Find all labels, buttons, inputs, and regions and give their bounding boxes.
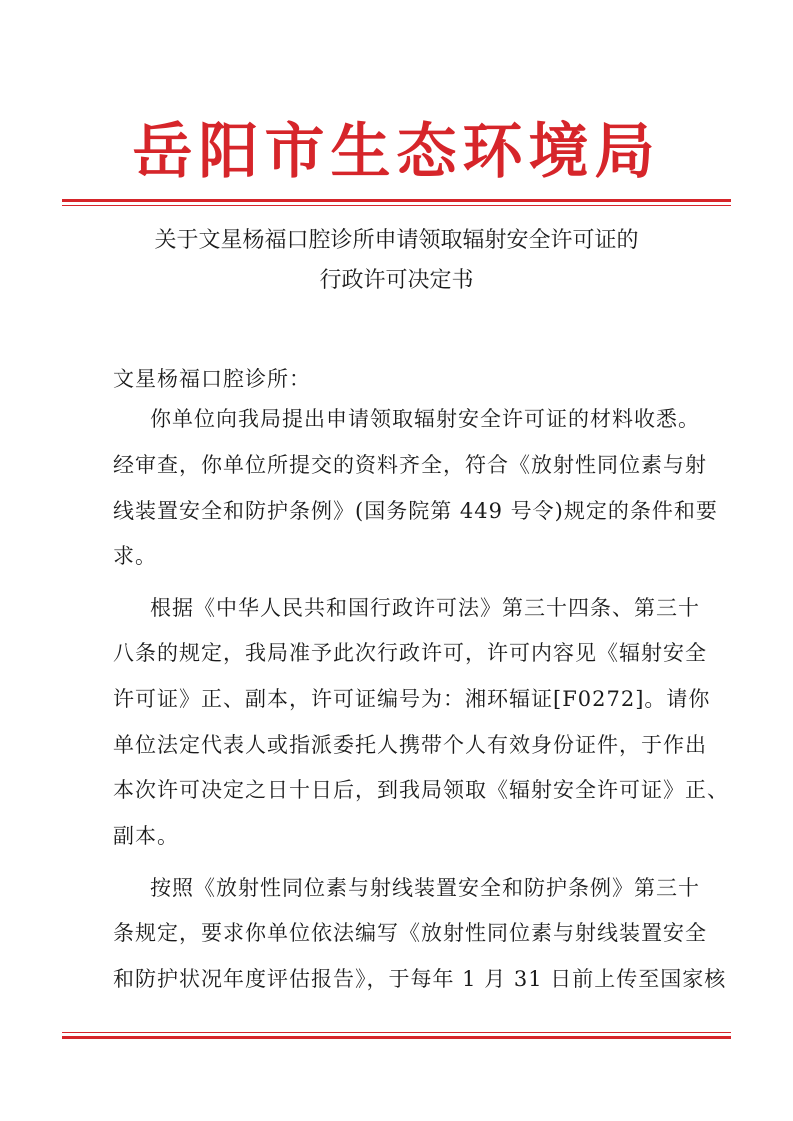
paragraph-1-line-4: 求。 — [113, 544, 157, 568]
paragraph-1-line-1: 你单位向我局提出申请领取辐射安全许可证的材料收悉。 — [150, 407, 700, 431]
paragraph-2-line-3: 许可证》正、副本，许可证编号为：湘环辐证[F0272]。请你 — [113, 687, 711, 711]
paragraph-2-line-2: 八条的规定，我局准予此次行政许可，许可内容见《辐射安全 — [113, 641, 707, 665]
paragraph-3-line-2: 条规定，要求你单位依法编写《放射性同位素与射线装置安全 — [113, 921, 707, 945]
paragraph-3-line-1: 按照《放射性同位素与射线装置安全和防护条例》第三十 — [150, 876, 700, 900]
document-title-line-2: 行政许可决定书 — [319, 268, 474, 293]
document-title-line-1: 关于文星杨福口腔诊所申请领取辐射安全许可证的 — [154, 228, 639, 253]
paragraph-2-line-6: 副本。 — [113, 824, 179, 848]
paragraph-2-line-1: 根据《中华人民共和国行政许可法》第三十四条、第三十 — [150, 596, 700, 620]
letterhead-title: 岳阳市生态环境局 — [132, 117, 661, 187]
paragraph-2-line-5: 本次许可决定之日十日后，到我局领取《辐射安全许可证》正、 — [113, 778, 729, 802]
paragraph-3-line-3: 和防护状况年度评估报告》，于每年 1 月 31 日前上传至国家核 — [113, 967, 727, 991]
paragraph-1-line-2: 经审查，你单位所提交的资料齐全，符合《放射性同位素与射 — [113, 453, 707, 477]
paragraph-1-line-3: 线装置安全和防护条例》(国务院第 449 号令)规定的条件和要 — [113, 499, 718, 523]
letterhead-divider-top — [62, 199, 731, 206]
paragraph-2-line-4: 单位法定代表人或指派委托人携带个人有效身份证件，于作出 — [113, 733, 707, 757]
salutation: 文星杨福口腔诊所： — [113, 367, 311, 391]
letterhead-divider-bottom — [62, 1029, 731, 1039]
